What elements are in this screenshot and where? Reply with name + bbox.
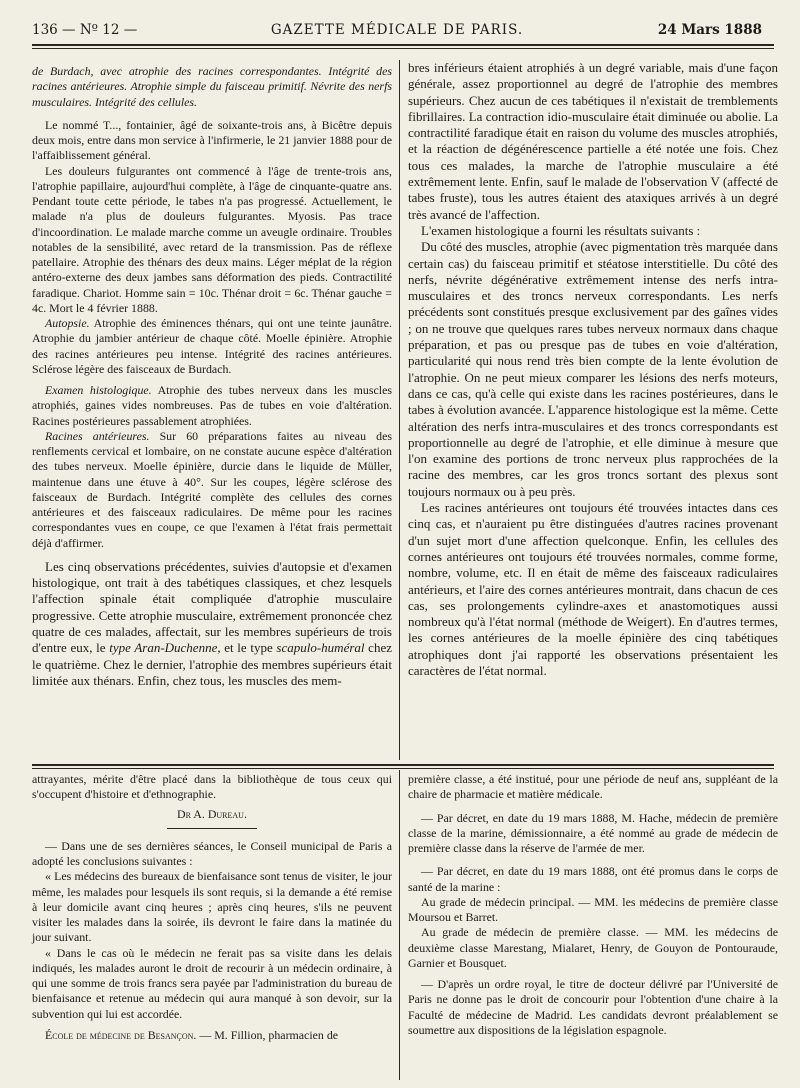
- paragraph: — Dans une de ses dernières séances, le Conseil municipal de Paris a adopté les conclusions suivantes :: [32, 838, 392, 868]
- signature: Dr A. Dureau.: [177, 806, 247, 821]
- section-label: Racines antérieures.: [45, 428, 150, 443]
- section-label: Autopsie.: [45, 316, 90, 330]
- page-header: [32, 22, 762, 42]
- paragraph: [32, 429, 392, 551]
- paragraph: bres inférieurs étaient atrophiés à un degré variable, mais d'une façon générale, assez proportionnel au degré de l'atrophie des membres supérieurs. Chez aucun de ces tabétiques il n'existait de tremblements fibrillaires. La contraction idio-musculaire était diminuée ou abolie. La contractilité faradique était en raison du volume des muscles atrophiés, et la réaction de dégénérescence partielle a été notée une fois. Chez tous ces malades, la marche de l'atrophie musculaire a été extrêmement lente. Enfin, sauf le malade de l'observation V (affecté de tabes fruste), tous les autres étaient des ataxiques arrivés à un degré très avancé de l'affection.: [408, 60, 778, 222]
- page-number: 136 — Nº 12 —: [32, 22, 138, 38]
- observation-summary: de Burdach, avec atrophie des racines correspondantes. Intégrité des racines antérieures. Atrophie simple du faisceau primitif. Névrite des nerfs musculaires. Intégrité des cellules.: [32, 64, 392, 109]
- paragraph: Les racines antérieures ont toujours été trouvées intactes dans ces cinq cas, et n'auraient pu être distinguées d'autres racines provenant d'un sujet mort d'une affection quelconque. Enfin, les cellules des cornes antérieures ont toujours été trouvées normales, comme forme, nombre, volume, etc. Il en était de même des faisceaux radiculaires antérieurs, et l'aire des cornes antérieures montrait, dans chacun de ces cas, ses prolongements cylindre-axes et anastomotiques aussi nombreux qu'à l'état normal (méthode de Weigert). En d'autres termes, les cornes antérieures de la moelle épinière des cinq tabétiques atrophiques dont j'ai rapporté les observations présentaient les caractères de l'état normal.: [408, 500, 778, 678]
- paragraph-text: et le type: [220, 640, 277, 656]
- paragraph: L'examen histologique a fourni les résultats suivants :: [421, 222, 701, 238]
- separator: [167, 828, 257, 829]
- journal-title: GAZETTE MÉDICALE DE PARIS.: [270, 22, 524, 38]
- issue-date: 24 Mars 1888: [657, 22, 762, 38]
- paragraph-text: Atrophie des tubes nerveux dans les muscles atrophiés, gaines vides nombreuses. Pas de tubes en voie d'altération. Racines postérieures passablement atrophiées.: [32, 383, 392, 428]
- paragraph: Les douleurs fulgurantes ont commencé à l'âge de trente-trois ans, l'atrophie papillaire, aujourd'hui complète, à l'âge de cinquante-quatre ans. Pendant toute cette période, le tabes n'a pas progressé. Actuellement, le malade n'a plus de douleurs fulgurantes. Myosis. Pas trace d'incoordination. Le malade marche comme un aveugle ordinaire. Troubles notables de la sensibilité, avec retard de la transmission. Pas de réflexe patellaire. Atrophie des thénars des deux mains. Léger méplat de la région antéro-externe des deux jambes sans déformation des pieds. Contractilité faradique. Chariot. Homme sain = 10c. Thénar droit = 6c. Thénar gauche = 4c. Mort le 4 février 1888.: [32, 163, 392, 315]
- emphasis: scapulo-huméral: [276, 640, 365, 656]
- paragraph: Du côté des muscles, atrophie (avec pigmentation très marquée dans certain cas) du faisceau primitif et stéatose interstitielle. Du côté des nerfs, névrite dégénérative extrêmement intense des nerfs intra-musculaires et des troncs nerveux correspondants. Les nerfs précédents sont constitués presque exclusivement par des gaînes vides ; on ne trouve que quelques rares tubes nerveux normaux dans chaque préparation, et pas ou presque pas de tubes en voie d'altération, particularité qui nous rend très bien compte de la lente évolution de l'atrophie. On ne peut mieux comparer les lésions des nerfs moteurs, dans ce cas, qu'à celle qui existe dans les racines postérieures, dans le tabes à évolution avancée. L'apparence histologique est la même. Cette altération des nerfs intra-musculaires et des troncs correspondants est proportionnelle au degré de l'atrophie, et elle diminue à mesure que l'on examine des portions de tronc nerveux plus rapprochées de la racine des membres, car les gros troncs sortant des plexus sont toujours normaux ou à peu près.: [408, 239, 778, 499]
- header-rule-thin: [32, 48, 774, 49]
- paragraph-text: Les cinq observations précédentes, suivies d'autopsie et d'examen histologique, ont trait à des tabétiques classiques, et chez lesquels l'affection spinale était compliquée d'atrophie musculaire progressive. Cette atrophie musculaire, extrêmement prononcée chez quatre de ces malades, affectait, sur les membres supérieurs de trois d'entre eux, le: [32, 558, 392, 656]
- column-divider: [399, 60, 400, 760]
- paragraph: première classe, a été institué, pour une période de neuf ans, suppléant de la chaire de pharmacie et matière médicale.: [408, 772, 778, 802]
- paragraph-text: chez le quatrième. Chez le dernier, l'atrophie des membres supérieurs était limitée aux thénars. Enfin, chez tous, les muscles des mem-: [32, 640, 392, 688]
- right-column: [408, 60, 778, 679]
- paragraph: — Par décret, en date du 19 mars 1888, M. Hache, médecin de première classe de la marine, démissionnaire, a été nommé au grade de médecin de première classe dans la réserve de l'armée de mer.: [408, 810, 778, 855]
- paragraph: — Par décret, en date du 19 mars 1888, ont été promus dans le corps de santé de la marine :: [408, 864, 778, 894]
- header-rule: [32, 44, 774, 46]
- column-divider: [399, 770, 400, 1080]
- paragraph: — D'après un ordre royal, le titre de docteur délivré par l'Université de Paris ne donne pas le droit de concourir pour l'obtention d'une chaire à la Faculté de médecine de Madrid. Les candidats devront préalablement se soumettre aux dispositions de la législation espagnole.: [408, 977, 778, 1037]
- paragraph: [32, 1028, 392, 1043]
- paragraph: attrayantes, mérite d'être placé dans la bibliothèque de tous ceux qui s'occupent d'histoire et d'ethnographie.: [32, 772, 392, 802]
- bottom-left-column: [32, 772, 392, 1043]
- emphasis: type Aran-Duchenne,: [109, 640, 221, 656]
- section-label: Examen histologique.: [45, 383, 152, 397]
- bottom-right-column: [408, 772, 778, 1038]
- paragraph-text: Sur 60 préparations faites au niveau des renflements cervical et lombaire, on ne constate aucune espèce d'altération des tubes nerveux. Moelle épinière, durcie dans le liquide de Müller, maintenue dans une étuve à 40°. Sur les coupes, légère sclérose des faisceaux de Burdach. Intégrité complète des cellules des cornes antérieures et des faisceaux radiculaires. De même pour les racines correspondantes vues en coupe, ce que l'examen à l'état frais permettait déjà d'affirmer.: [32, 428, 392, 550]
- paragraph-text: — M. Fillion, pharmacien de: [196, 1027, 339, 1042]
- paragraph: « Les médecins des bureaux de bienfaisance sont tenus de visiter, le jour même, les malades pour lesquels ils sont requis, si la demande a été remise à leur domicile avant cinq heures ; après cinq heures, s'ils ne peuvent visiter les malades dans la soirée, ils devront le faire dans la matinée du jour suivant.: [32, 869, 392, 945]
- section-rule: [32, 764, 774, 766]
- paragraph: Au grade de médecin principal. — MM. les médecins de première classe Moursou et Barret.: [408, 894, 778, 924]
- paragraph: Au grade de médecin de première classe. — MM. les médecins de deuxième classe Marestang, Mialaret, Henry, de Gouyon de Pontouraude, Garnier et Bousquet.: [408, 925, 778, 970]
- left-column: [32, 64, 392, 689]
- paragraph: Le nommé T..., fontainier, âgé de soixante-trois ans, à Bicêtre depuis deux mois, entre dans mon service à l'infirmerie, le 21 janvier 1888 pour de l'affaiblissement général.: [32, 117, 392, 163]
- paragraph-text: Atrophie des éminences thénars, qui ont une teinte jaunâtre. Atrophie du jambier antérieur de chaque côté. Moelle épinière. Atrophie des racines antérieures peu intense. Intégrité des racines antérieures. Sclérose légère des faisceaux de Burdach.: [32, 316, 392, 376]
- paragraph: [32, 383, 392, 429]
- paragraph: [32, 316, 392, 377]
- section-rule-thin: [32, 768, 774, 769]
- section-label: École de médecine de Besançon.: [45, 1027, 197, 1042]
- paragraph: « Dans le cas où le médecin ne ferait pas sa visite dans les delais indiqués, les malades auront le droit de recourir à un médecin ordinaire, à qui une somme de trois francs sera payée par l'administration du bureau de bienfaisance et retenue au médecin qui aura manqué à son devoir, sur la subvention qui lui est accordée.: [32, 945, 392, 1021]
- paragraph: [32, 559, 392, 689]
